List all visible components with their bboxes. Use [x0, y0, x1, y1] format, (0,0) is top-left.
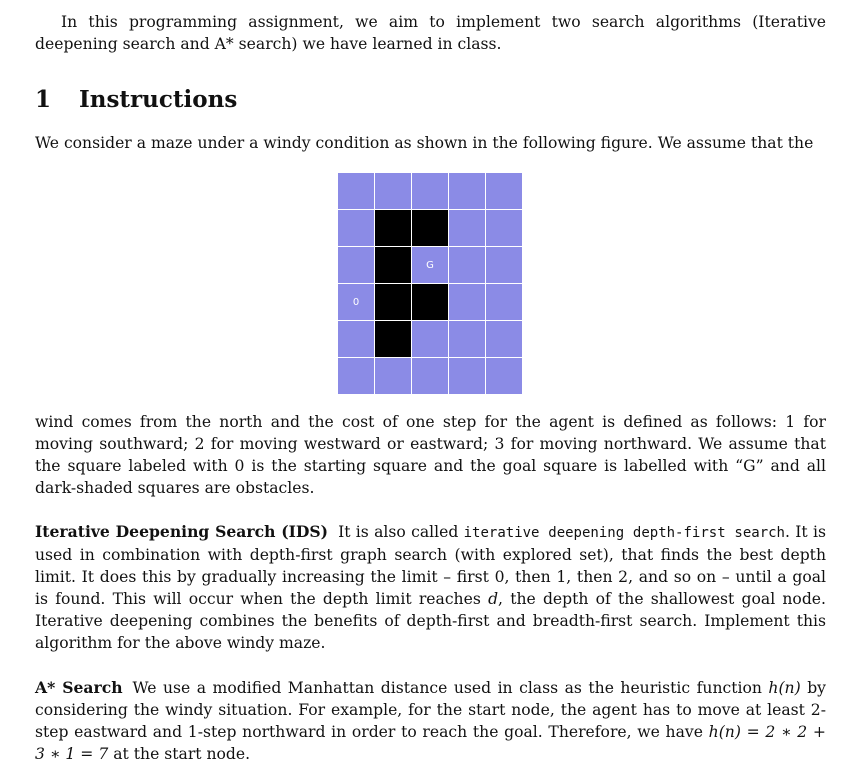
ids-code-term: iterative deepening depth-first search: [463, 525, 785, 541]
section-heading: [35, 86, 237, 113]
ids-heading: Iterative Deepening Search (IDS): [35, 522, 329, 541]
maze-open-cell: [338, 173, 374, 209]
section-number: 1: [35, 86, 52, 113]
maze-figure: [338, 173, 522, 394]
astar-text-a: We use a modified Manhattan distance used in class as the heuristic function: [132, 679, 762, 697]
maze-open-cell: [449, 284, 485, 320]
maze-open-cell: [449, 210, 485, 246]
maze-wall-cell: [375, 284, 411, 320]
maze-open-cell: [449, 321, 485, 357]
maze-open-cell: [449, 358, 485, 394]
maze-intro-paragraph: We consider a maze under a windy condition as shown in the following figure. We assume that the: [35, 134, 814, 152]
astar-text-b: by considering the windy situation. For example, for the start node, the agent has to move at least 2-step eastward and 1-step northward in order to reach the goal. Therefore, we have: [35, 679, 826, 741]
maze-open-cell: [338, 210, 374, 246]
maze-open-cell: [338, 358, 374, 394]
maze-open-cell: [338, 321, 374, 357]
astar-heuristic-func: h(n): [768, 679, 801, 697]
ids-text-c: , the depth of the shallowest goal node. Iterative deepening combines the benefits of depth-first and breadth-first search. Implement this algorithm for the above windy maze.: [35, 590, 826, 652]
maze-wall-cell: [375, 210, 411, 246]
maze-open-cell: [486, 284, 522, 320]
intro-paragraph: In this programming assignment, we aim to implement two search algorithms (Iterative deepening search and A* search) we have learned in class.: [35, 13, 826, 53]
astar-paragraph: [35, 677, 826, 765]
maze-wall-cell: [412, 284, 448, 320]
astar-text-c: at the start node.: [113, 745, 251, 763]
ids-text-a: It is also called: [338, 523, 459, 541]
maze-open-cell: [486, 210, 522, 246]
maze-open-cell: [486, 358, 522, 394]
maze-wall-cell: [375, 247, 411, 283]
maze-open-cell: [449, 247, 485, 283]
maze-open-cell: [486, 173, 522, 209]
wind-cost-paragraph: wind comes from the north and the cost of one step for the agent is defined as follows: 1 for moving southward; 2 for moving westward or eastward; 3 for moving northward. We assume that the square labeled with 0 is the starting square and the goal square is labelled with “G” and all dark-shaded squares are obstacles.: [35, 413, 826, 497]
maze-open-cell: [412, 173, 448, 209]
maze-open-cell: [375, 173, 411, 209]
maze-open-cell: [412, 358, 448, 394]
ids-text-b: . It is used in combination with depth-first graph search (with explored set), that finds the best depth limit. It does this by gradually increasing the limit – first 0, then 1, then 2, and so on – until a goal is found. This will occur when the depth limit reaches: [35, 523, 826, 608]
maze-open-cell: [449, 173, 485, 209]
astar-formula: h(n) = 2 ∗ 2 + 3 ∗ 1 = 7: [35, 723, 826, 763]
maze-open-cell: [338, 247, 374, 283]
ids-depth-var: d: [488, 590, 499, 608]
maze-open-cell: [486, 321, 522, 357]
maze-wall-cell: [375, 321, 411, 357]
maze-grid: [338, 173, 522, 394]
section-title: Instructions: [79, 86, 238, 113]
maze-open-cell: [412, 321, 448, 357]
maze-start-cell: 0: [338, 284, 374, 320]
astar-heading: A* Search: [35, 678, 123, 697]
maze-wall-cell: [412, 210, 448, 246]
ids-paragraph: [35, 521, 826, 654]
maze-open-cell: [486, 247, 522, 283]
maze-goal-cell: G: [412, 247, 448, 283]
maze-open-cell: [375, 358, 411, 394]
